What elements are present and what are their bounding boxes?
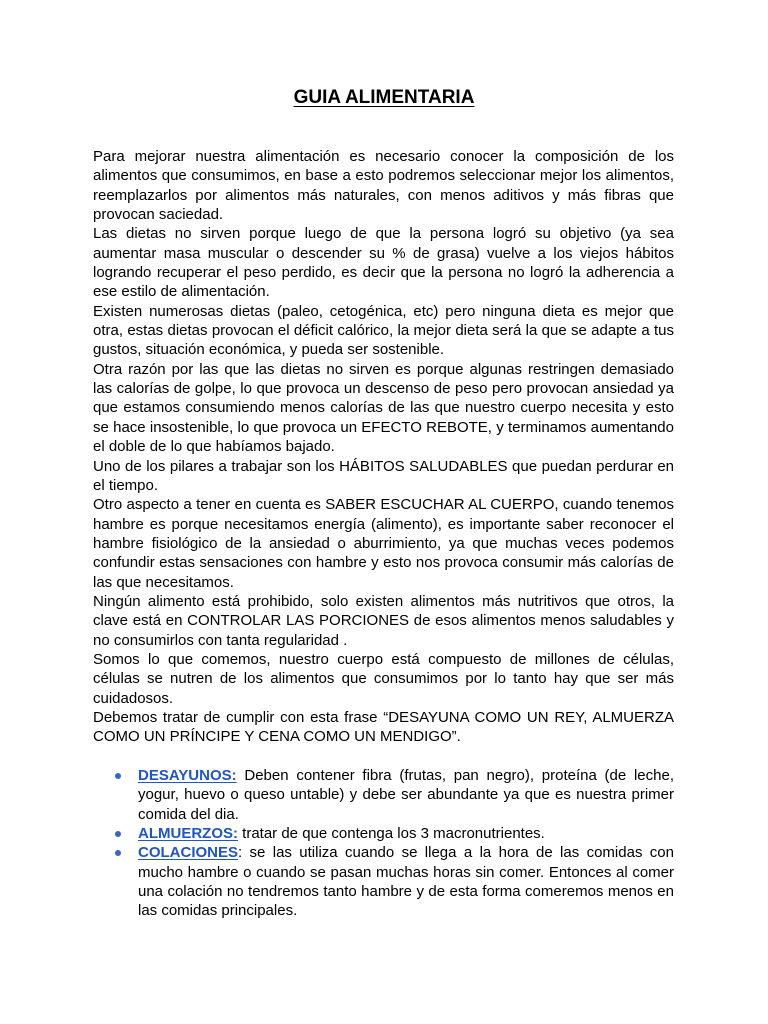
meal-term: ALMUERZOS:	[138, 825, 238, 843]
list-item	[93, 843, 674, 920]
meal-term: DESAYUNOS:	[138, 767, 237, 784]
paragraph: Las dietas no sirven porque luego de que la persona logró su objetivo (ya sea aumentar masa muscular o descender su % de grasa) vuelve a los viejos hábitos logrando recuperar el peso perdido, es decir que la persona no logró la adherencia a ese estilo de alimentación.	[93, 225, 674, 301]
paragraph: Para mejorar nuestra alimentación es necesario conocer la composición de los alimentos que consumimos, en base a esto podremos seleccionar mejor los alimentos, reemplazarlos por alimentos más naturales, con menos aditivos y más fibras que provocan saciedad.	[93, 148, 674, 224]
paragraph: Otra razón por las que las dietas no sirven es porque algunas restringen demasiado las calorías de golpe, lo que provoca un descenso de peso pero provocan ansiedad ya que estamos consumiendo menos calorías de las que nuestro cuerpo necesita y esto se hace insostenible, lo que provoca un EFECTO REBOTE, y terminamos aumentando el doble de lo que habíamos bajado.	[93, 360, 674, 456]
bullet-icon	[115, 850, 121, 856]
document-body	[93, 147, 674, 921]
paragraph: Somos lo que comemos, nuestro cuerpo está compuesto de millones de células, células se nutren de los alimentos que consumimos por lo tanto hay que ser más cuidadosos.	[93, 650, 674, 707]
document-title: GUIA ALIMENTARIA	[293, 87, 475, 108]
paragraph: Otro aspecto a tener en cuenta es SABER ESCUCHAR AL CUERPO, cuando tenemos hambre es porque necesitamos energía (alimento), es importante saber reconocer el hambre fisiológico de la ansiedad o aburrimiento, ya que muchas veces podemos confundir estas sensaciones con hambre y esto nos provoca consumir más calorías de las que necesitamos.	[93, 496, 674, 591]
paragraph: Ningún alimento está prohibido, solo existen alimentos más nutritivos que otros, la clave está en CONTROLAR LAS PORCIONES de esos alimentos menos saludables y no consumirlos con tanta regularidad .	[93, 592, 674, 649]
bullet-icon	[115, 831, 121, 837]
bullet-icon	[115, 773, 121, 779]
paragraph: Existen numerosas dietas (paleo, cetogénica, etc) pero ninguna dieta es mejor que otra, estas dietas provocan el déficit calórico, la mejor dieta será la que se adapte a tus gustos, situación económica, y pueda ser sostenible.	[93, 302, 674, 359]
paragraph: Uno de los pilares a trabajar son los HÁBITOS SALUDABLES que puedan perdurar en el tiempo.	[93, 457, 674, 494]
blank-line	[93, 747, 674, 766]
meal-list	[93, 766, 674, 921]
meal-description: tratar de que contenga los 3 macronutrientes.	[238, 825, 545, 843]
list-item	[93, 824, 674, 843]
list-item	[93, 766, 674, 824]
meal-description: Deben contener fibra (frutas, pan negro), proteína (de leche, yogur, huevo o queso untable) y debe ser abundante ya que es nuestra primer comida del dia.	[138, 767, 674, 823]
paragraph: Debemos tratar de cumplir con esta frase “DESAYUNA COMO UN REY, ALMUERZA COMO UN PRÍNCIPE Y CENA COMO UN MENDIGO”.	[93, 708, 674, 746]
meal-term: COLACIONES	[138, 844, 239, 862]
meal-description: : se las utiliza cuando se llega a la hora de las comidas con mucho hambre o cuando se pasan muchas horas sin comer. Entonces al comer una colación no tendremos tanto hambre y de esta forma comeremos menos en las comidas principales.	[138, 844, 674, 920]
